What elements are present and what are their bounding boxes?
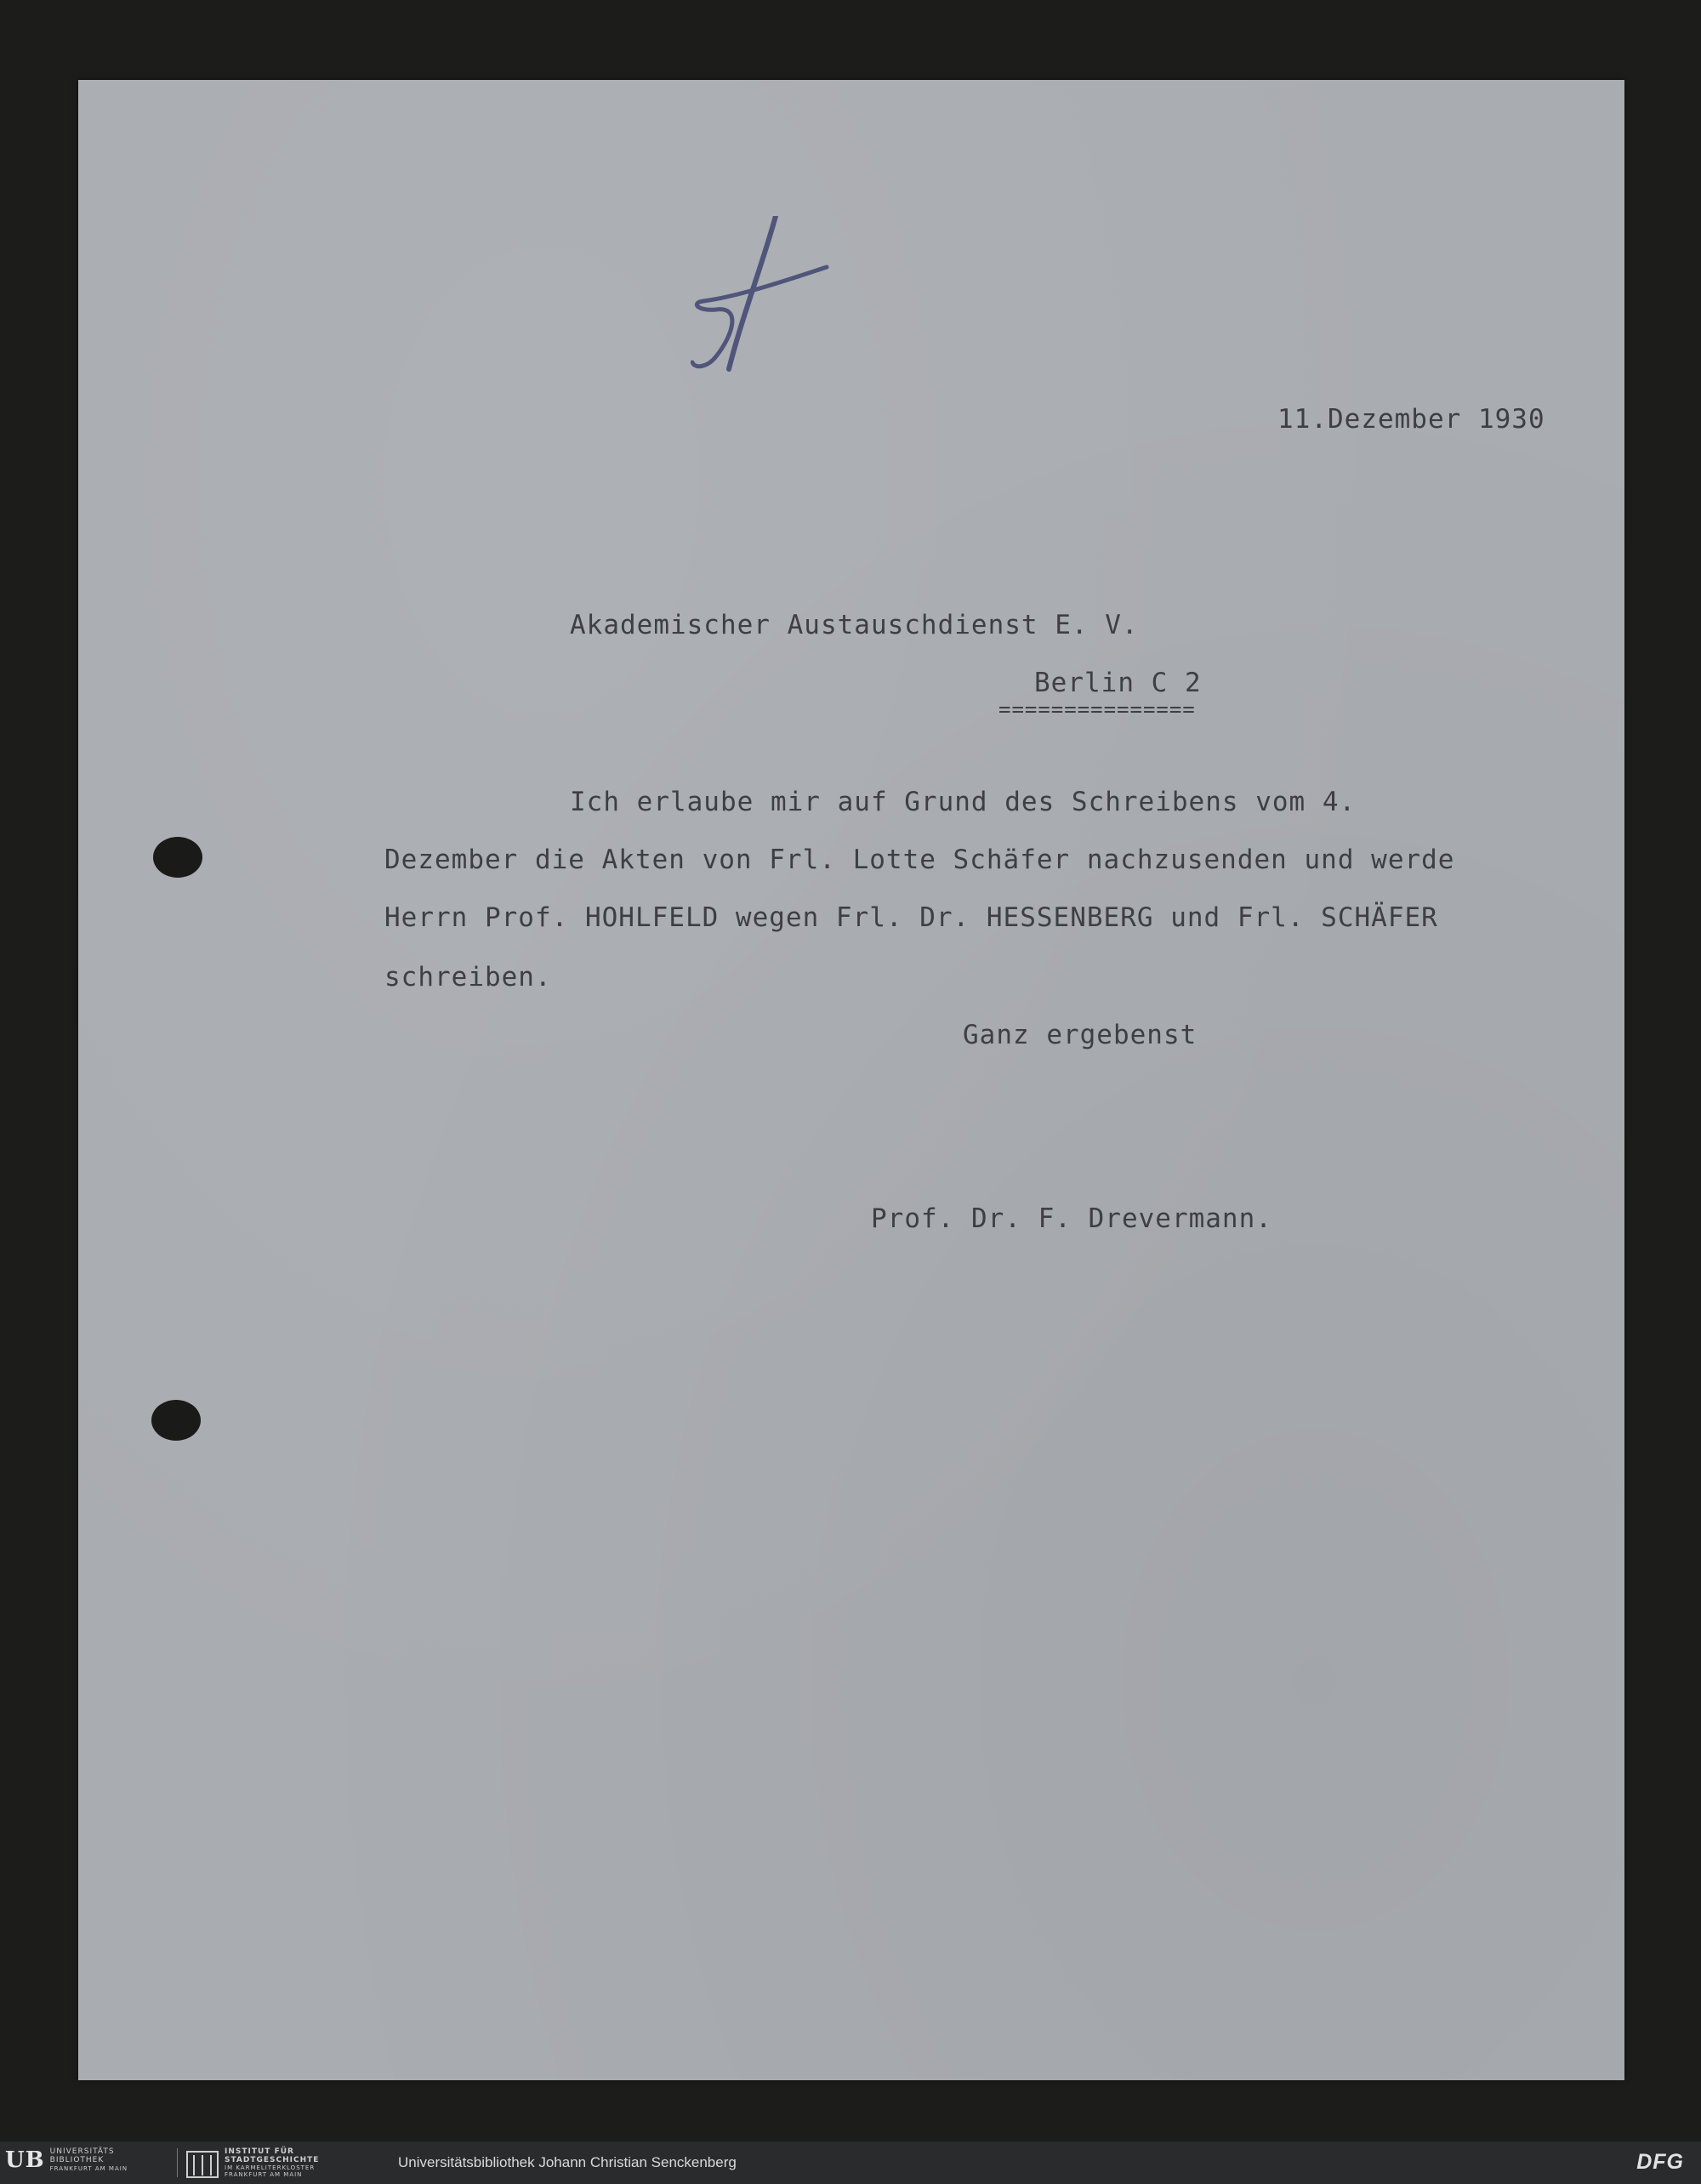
punch-hole-top [153,837,202,878]
body-line-4: schreiben. [384,962,552,992]
viewer-footer [0,2141,1701,2184]
recipient-name: Akademischer Austauschdienst E. V. [570,610,1139,640]
body-line-3: Herrn Prof. HOHLFELD wegen Frl. Dr. HESSENBERG und Frl. SCHÄFER [384,902,1438,933]
ub-name-line2: BIBLIOTHEK [49,2156,105,2164]
letter-date: 11.Dezember 1930 [1277,404,1545,435]
ub-logo [5,2147,128,2173]
ub-name-line1: UNIVERSITÄTS [49,2147,115,2156]
body-line-1: Ich erlaube mir auf Grund des Schreibens vom 4. [570,787,1357,817]
ub-logo-mark: UB [5,2147,45,2173]
ub-name-line3: FRANKFURT AM MAIN [49,2165,128,2172]
body-line-2: Dezember die Akten von Frl. Lotte Schäfer nachzusenden und werde [384,845,1455,875]
isg-name-line1: INSTITUT FÜR [225,2147,294,2156]
cloister-icon [185,2147,219,2179]
isg-name-line4: FRANKFURT AM MAIN [225,2171,303,2178]
letter-signature: Prof. Dr. F. Drevermann. [871,1203,1272,1234]
letter-closing: Ganz ergebenst [963,1020,1198,1050]
ub-name [50,2147,128,2173]
dfg-logo: DFG [1636,2150,1684,2174]
letter-page [78,80,1624,2080]
isg-logo [185,2147,319,2179]
footer-divider [177,2148,178,2177]
isg-name-line3: IM KARMELITERKLOSTER [225,2164,316,2171]
recipient-city: Berlin C 2 [1034,668,1202,698]
recipient-underline: =============== [998,697,1196,721]
pencil-mark-a [691,216,861,378]
isg-name-line2: STADTGESCHICHTE [225,2156,320,2164]
library-name: Universitätsbibliothek Johann Christian Senckenberg [398,2154,737,2170]
isg-name [225,2147,319,2178]
punch-hole-bottom [151,1400,201,1441]
